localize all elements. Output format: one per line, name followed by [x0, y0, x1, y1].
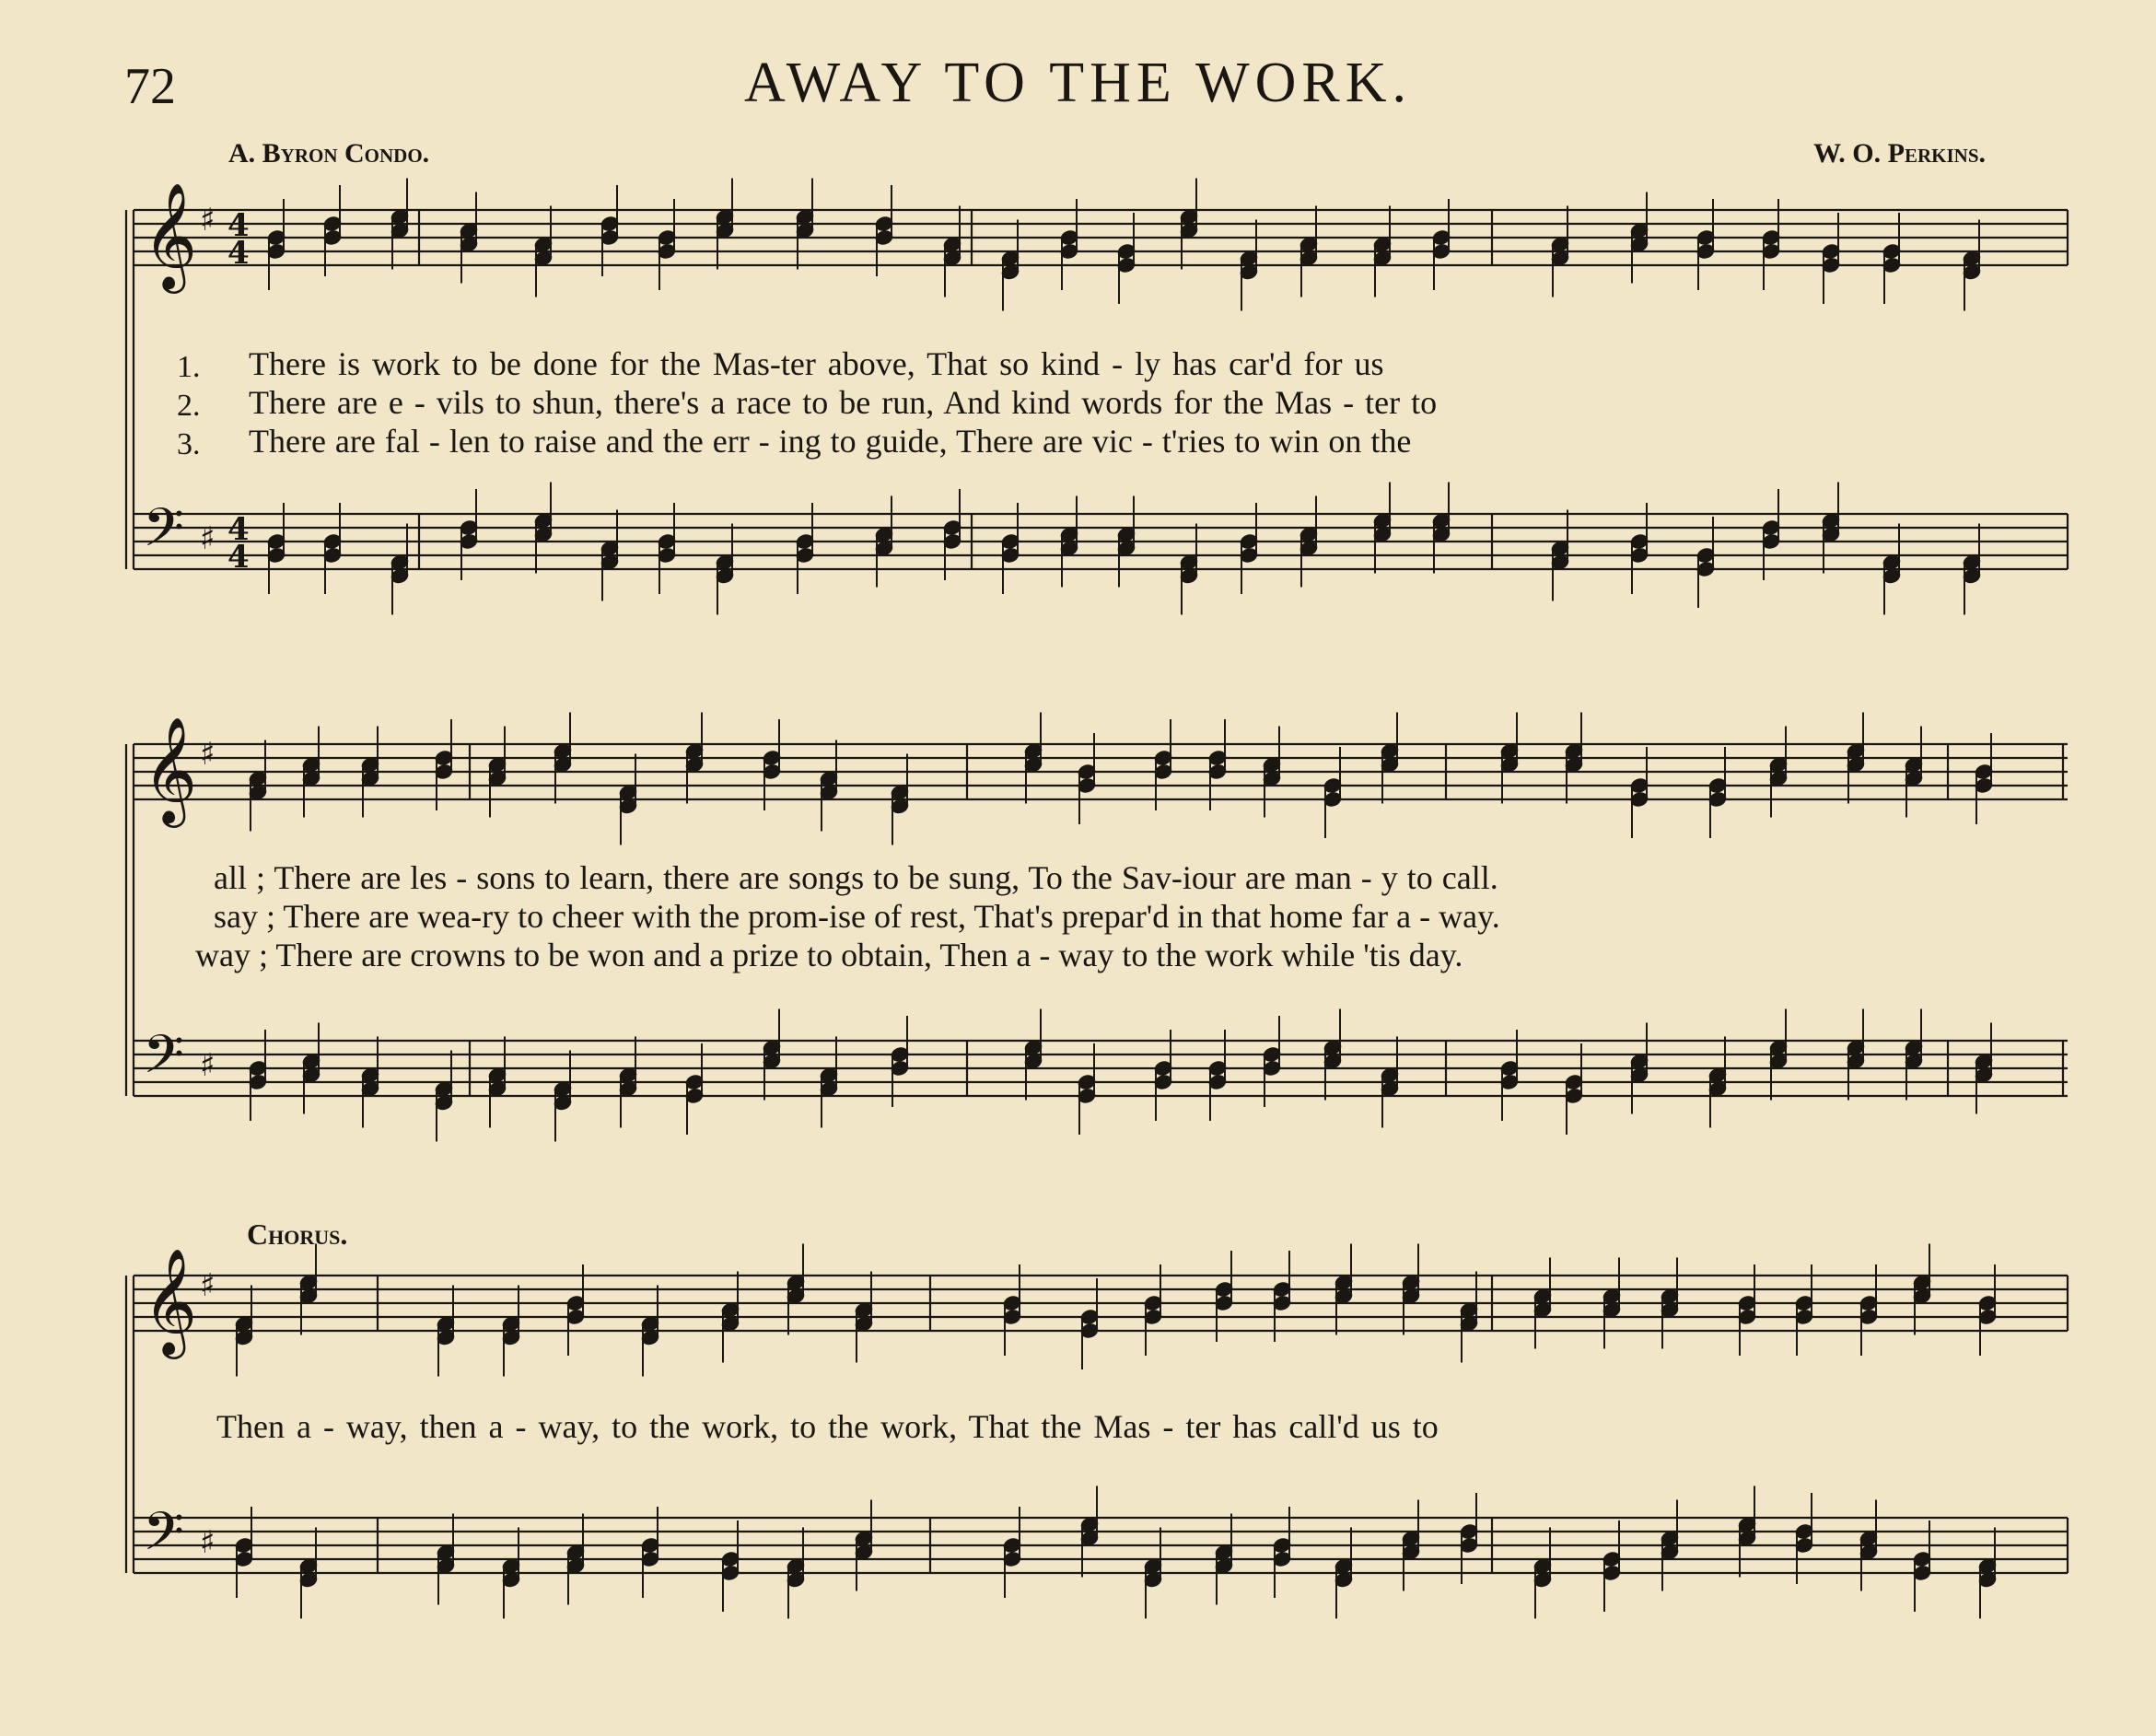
verse-2-line-1: There are e - vils to shun, there's a race to be run, And kind words for the Mas - ter to [249, 384, 1438, 421]
treble-clef: 𝄞 [143, 1247, 198, 1355]
key-sharp: ♯ [200, 520, 216, 557]
verse-3-line-1: There are fal - len to raise and the err - ing to guide, There are vic - t'ries to win on the [249, 423, 1412, 460]
key-sharp: ♯ [200, 1524, 216, 1561]
bass-clef: 𝄢 [143, 1500, 185, 1576]
lyricist-credit: A. Byron Condo. [228, 138, 430, 169]
time-signature-top: 4 [227, 207, 250, 244]
verse-number-2: 2. [177, 389, 201, 423]
time-signature-bottom: 4 [227, 539, 250, 576]
verse-3-line-2: way ; There are crowns to be won and a prize to obtain, Then a - way to the work while 'tis day. [195, 937, 1463, 973]
verse-1-line-1: There is work to be done for the Mas-ter above, That so kind - ly has car'd for us [249, 345, 1384, 382]
key-sharp: ♯ [200, 1267, 216, 1304]
composer-credit: W. O. Perkins. [1813, 138, 1986, 169]
key-sharp: ♯ [200, 736, 216, 773]
treble-clef: 𝄞 [143, 181, 198, 289]
chorus-line: Then a - way, then a - way, to the work, to the work, That the Mas - ter has call'd us to [216, 1408, 1439, 1445]
page-number: 72 [124, 58, 176, 115]
time-signature-bottom: 4 [227, 235, 250, 272]
verse-1-line-2: all ; There are les - sons to learn, there are songs to be sung, To the Sav-iour are man - y to call. [214, 859, 1498, 896]
chorus-label: Chorus. [247, 1218, 348, 1251]
bass-clef: 𝄢 [143, 1023, 185, 1099]
hymn-title: AWAY TO THE WORK. [743, 52, 1413, 114]
time-signature-top: 4 [227, 511, 250, 548]
bass-clef: 𝄢 [143, 496, 185, 572]
key-sharp: ♯ [200, 202, 216, 239]
treble-clef: 𝄞 [143, 716, 198, 823]
key-sharp: ♯ [200, 1047, 216, 1084]
verse-number-3: 3. [177, 427, 201, 461]
verse-number-1: 1. [177, 350, 201, 384]
verse-2-line-2: say ; There are wea-ry to cheer with the prom-ise of rest, That's prepar'd in that home far a - way. [214, 898, 1500, 935]
